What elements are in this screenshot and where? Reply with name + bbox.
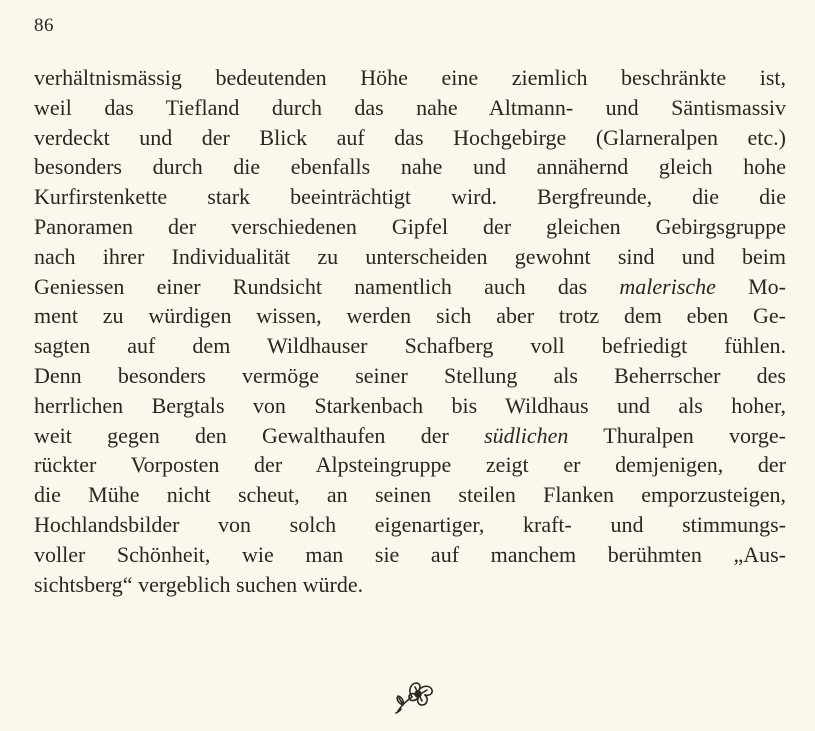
body-paragraph <box>34 63 786 599</box>
text-line: die Mühe nicht scheut, an seinen steilen Flanken emporzusteigen, <box>34 482 786 508</box>
text-line: rückter Vorposten der Alpsteingruppe zeigt er demjenigen, der <box>34 452 786 478</box>
italic-word: südlichen <box>484 422 569 448</box>
text-line: weil das Tiefland durch das nahe Altmann- und Säntismassiv <box>34 94 786 120</box>
text-line: verdeckt und der Blick auf das Hochgebirge (Glarneralpen etc.) <box>34 124 786 150</box>
text-line: besonders durch die ebenfalls nahe und annähernd gleich hohe <box>34 154 786 180</box>
text-line <box>34 421 786 451</box>
text-line: Kurfirstenkette stark beeinträchtigt wird. Bergfreunde, die die <box>34 184 786 210</box>
flower-sprig-icon <box>392 675 438 715</box>
text-line: verhältnismässig bedeutenden Höhe eine ziemlich beschränkte ist, <box>34 65 786 90</box>
italic-word: malerische <box>619 273 716 299</box>
text-segment: Mo- <box>715 273 786 299</box>
text-line: ment zu würdigen wissen, werden sich aber trotz dem eben Ge- <box>34 303 786 329</box>
text-line: sagten auf dem Wildhauser Schafberg voll befriedigt fühlen. <box>34 333 786 359</box>
text-line: Panoramen der verschiedenen Gipfel der gleichen Gebirgsgruppe <box>34 213 786 239</box>
text-line: nach ihrer Individualität zu unterscheiden gewohnt sind und beim <box>34 243 786 269</box>
text-segment: Thuralpen vorge- <box>568 422 787 448</box>
text-line: Hochlandsbilder von solch eigenartiger, kraft- und stimmungs- <box>34 511 786 537</box>
text-segment: Geniessen einer Rundsicht namentlich auch das <box>34 273 620 299</box>
text-line: sichtsberg“ vergeblich suchen würde. <box>34 571 364 597</box>
text-line: herrlichen Bergtals von Starkenbach bis Wildhaus und als hoher, <box>34 392 786 418</box>
text-line: Denn besonders vermöge seiner Stellung als Beherrscher des <box>34 362 786 388</box>
text-segment: weit gegen den Gewalthaufen der <box>34 422 485 448</box>
page-number: 86 <box>34 15 54 36</box>
text-line <box>34 272 786 302</box>
text-line: voller Schönheit, wie man sie auf manchem berühmten „Aus- <box>34 541 786 567</box>
